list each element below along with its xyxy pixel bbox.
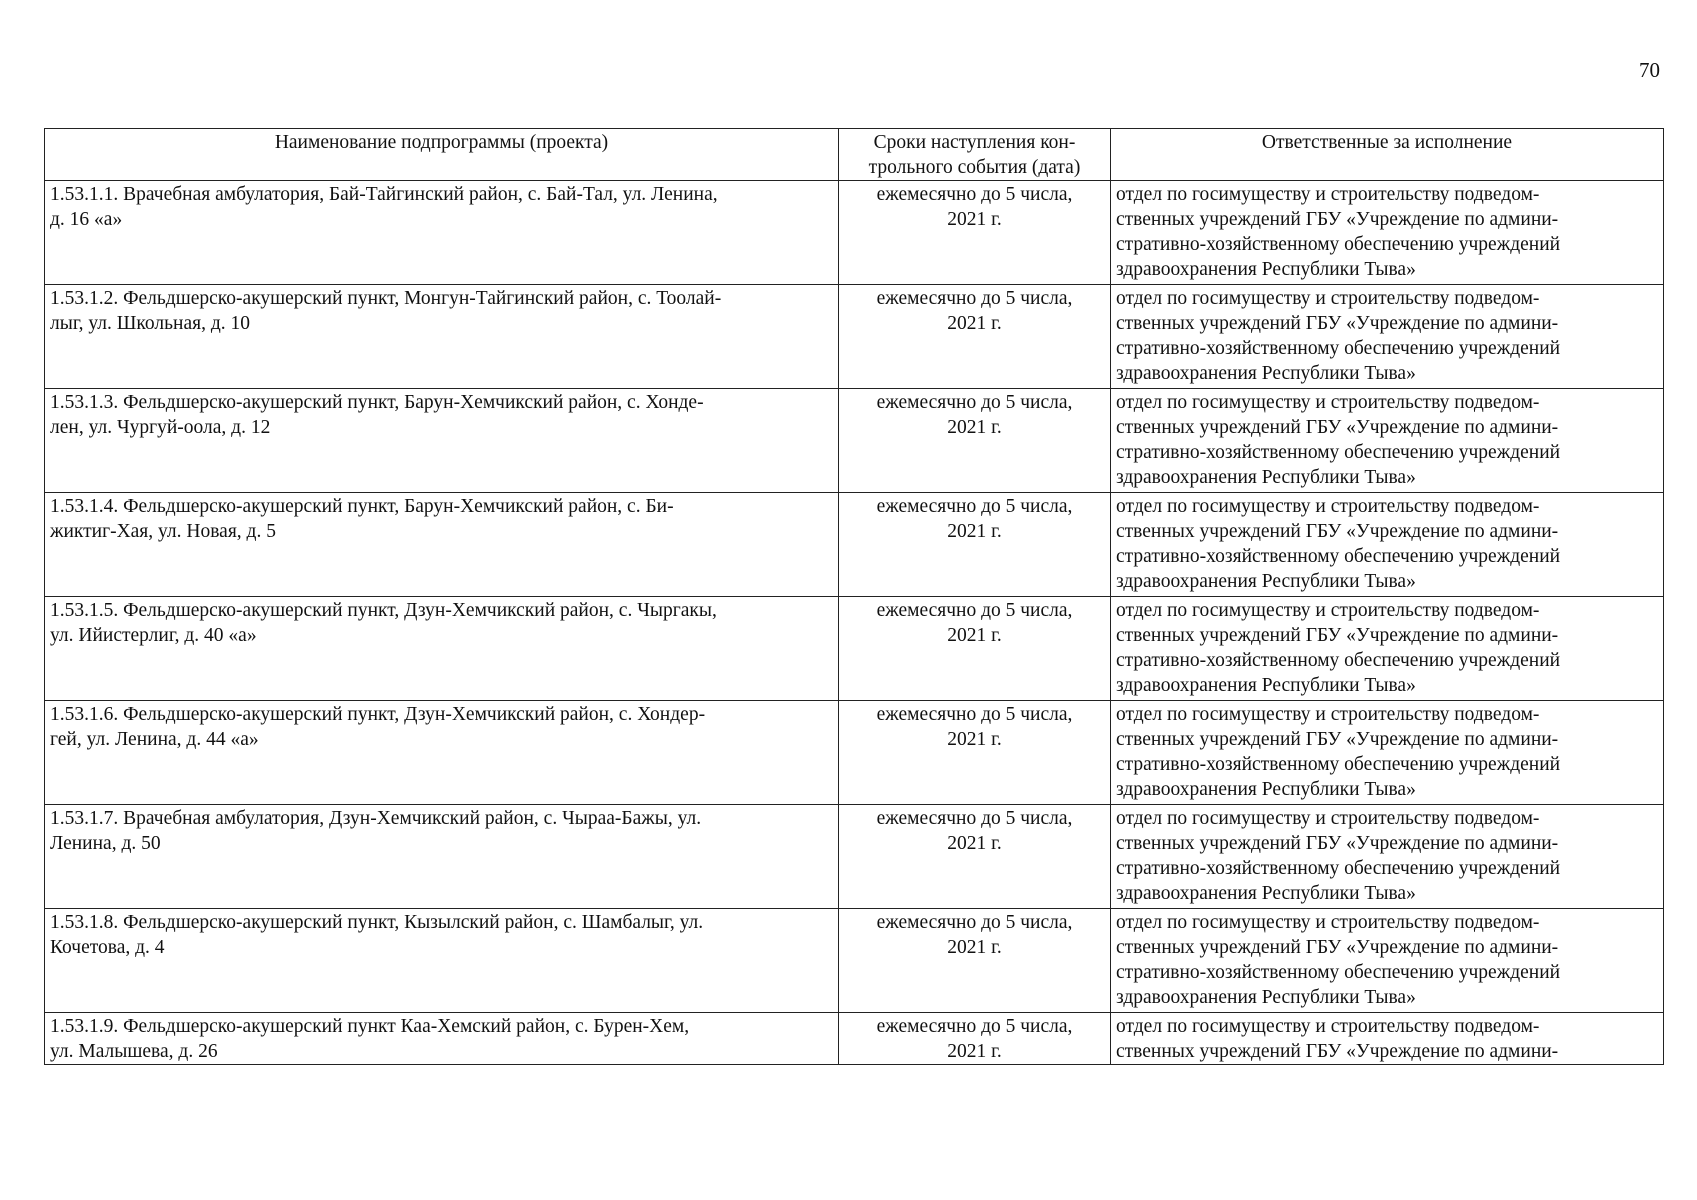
deadline-line: ежемесячно до 5 числа, <box>876 392 1073 413</box>
subprogram-name-line: 1.53.1.5. Фельдшерско-акушерский пункт, Дзун-Хемчикский район, с. Чыргакы, <box>50 600 717 621</box>
subprogram-name-line: 1.53.1.1. Врачебная амбулатория, Бай-Тайгинский район, с. Бай-Тал, ул. Ленина, <box>50 184 718 205</box>
responsible-line: отдел по госимуществу и строительству подведом- <box>1116 288 1540 309</box>
subprogram-name-cell <box>45 597 839 701</box>
responsible-line: стративно-хозяйственному обеспечению учреждений <box>1116 338 1561 359</box>
subprogram-name-cell <box>45 493 839 597</box>
subprogram-name-line: ул. Малышева, д. 26 <box>50 1041 218 1062</box>
deadline-line: 2021 г. <box>947 521 1002 542</box>
deadline-line: 2021 г. <box>947 625 1002 646</box>
subprogram-name-line: лыг, ул. Школьная, д. 10 <box>50 313 251 334</box>
subprogram-name-line: д. 16 «а» <box>50 209 123 230</box>
deadline-line: 2021 г. <box>947 729 1002 750</box>
table-row <box>45 285 1664 389</box>
responsible-line: ственных учреждений ГБУ «Учреждение по админи- <box>1116 833 1559 854</box>
responsible-line: отдел по госимуществу и строительству подведом- <box>1116 1016 1540 1037</box>
responsible-line: стративно-хозяйственному обеспечению учреждений <box>1116 234 1561 255</box>
responsible-line: отдел по госимуществу и строительству подведом- <box>1116 808 1540 829</box>
responsible-line: ственных учреждений ГБУ «Учреждение по админи- <box>1116 625 1559 646</box>
responsible-line: здравоохранения Республики Тыва» <box>1116 883 1416 904</box>
subprogram-name-cell <box>45 909 839 1013</box>
subprogram-name-line: 1.53.1.7. Врачебная амбулатория, Дзун-Хемчикский район, с. Чыраа-Бажы, ул. <box>50 808 702 829</box>
subprogram-name-cell <box>45 389 839 493</box>
header-date-line: Сроки наступления кон- <box>873 132 1076 153</box>
deadline-cell <box>839 493 1111 597</box>
deadline-line: ежемесячно до 5 числа, <box>876 912 1073 933</box>
responsible-line: ственных учреждений ГБУ «Учреждение по админи- <box>1116 209 1559 230</box>
responsible-line: отдел по госимуществу и строительству подведом- <box>1116 496 1540 517</box>
header-responsible: Ответственные за исполнение <box>1111 129 1664 181</box>
header-date-line: трольного события (дата) <box>868 157 1081 178</box>
subprogram-name-cell <box>45 181 839 285</box>
responsible-line: стративно-хозяйственному обеспечению учреждений <box>1116 546 1561 567</box>
table-row <box>45 181 1664 285</box>
responsible-line: отдел по госимуществу и строительству подведом- <box>1116 912 1540 933</box>
table-row <box>45 909 1664 1013</box>
deadline-line: 2021 г. <box>947 417 1002 438</box>
deadline-line: 2021 г. <box>947 937 1002 958</box>
responsible-cell <box>1111 285 1664 389</box>
responsible-line: отдел по госимуществу и строительству подведом- <box>1116 184 1540 205</box>
responsible-line: отдел по госимуществу и строительству подведом- <box>1116 392 1540 413</box>
subprogram-name-line: 1.53.1.4. Фельдшерско-акушерский пункт, Барун-Хемчикский район, с. Би- <box>50 496 674 517</box>
subprogram-name-line: гей, ул. Ленина, д. 44 «а» <box>50 729 259 750</box>
subprogram-name-cell <box>45 805 839 909</box>
responsible-line: стративно-хозяйственному обеспечению учреждений <box>1116 442 1561 463</box>
subprogram-name-line: ул. Ийистерлиг, д. 40 «а» <box>50 625 257 646</box>
table-row <box>45 493 1664 597</box>
deadline-line: ежемесячно до 5 числа, <box>876 808 1073 829</box>
deadline-line: ежемесячно до 5 числа, <box>876 704 1073 725</box>
subprogram-name-line: Ленина, д. 50 <box>50 833 161 854</box>
table-row <box>45 389 1664 493</box>
deadline-line: 2021 г. <box>947 833 1002 854</box>
deadline-cell <box>839 701 1111 805</box>
subprogram-name-line: 1.53.1.2. Фельдшерско-акушерский пункт, Монгун-Тайгинский район, с. Тоолай- <box>50 288 722 309</box>
deadline-cell <box>839 805 1111 909</box>
responsible-line: отдел по госимуществу и строительству подведом- <box>1116 600 1540 621</box>
responsible-line: здравоохранения Республики Тыва» <box>1116 571 1416 592</box>
deadline-line: 2021 г. <box>947 1041 1002 1062</box>
subprogram-name-line: жиктиг-Хая, ул. Новая, д. 5 <box>50 521 276 542</box>
subprogram-name-line: 1.53.1.9. Фельдшерско-акушерский пункт Каа-Хемский район, с. Бурен-Хем, <box>50 1016 690 1037</box>
subprogram-name-line: Кочетова, д. 4 <box>50 937 165 958</box>
subprogram-name-line: лен, ул. Чургуй-оола, д. 12 <box>50 417 271 438</box>
responsible-line: отдел по госимуществу и строительству подведом- <box>1116 704 1540 725</box>
responsible-line: ственных учреждений ГБУ «Учреждение по админи- <box>1116 521 1559 542</box>
responsible-cell <box>1111 701 1664 805</box>
deadline-cell <box>839 181 1111 285</box>
deadline-cell <box>839 597 1111 701</box>
deadline-line: ежемесячно до 5 числа, <box>876 600 1073 621</box>
subprogram-name-line: 1.53.1.3. Фельдшерско-акушерский пункт, Барун-Хемчикский район, с. Хонде- <box>50 392 704 413</box>
responsible-line: стративно-хозяйственному обеспечению учреждений <box>1116 962 1561 983</box>
responsible-cell <box>1111 805 1664 909</box>
deadline-cell <box>839 285 1111 389</box>
responsible-line: здравоохранения Республики Тыва» <box>1116 259 1416 280</box>
deadline-line: 2021 г. <box>947 313 1002 334</box>
responsible-line: ственных учреждений ГБУ «Учреждение по админи- <box>1116 937 1559 958</box>
responsible-line: ственных учреждений ГБУ «Учреждение по админи- <box>1116 729 1559 750</box>
header-name: Наименование подпрограммы (проекта) <box>45 129 839 181</box>
responsible-line: ственных учреждений ГБУ «Учреждение по админи- <box>1116 417 1559 438</box>
subprogram-name-cell <box>45 701 839 805</box>
deadline-line: ежемесячно до 5 числа, <box>876 288 1073 309</box>
deadline-line: ежемесячно до 5 числа, <box>876 1016 1073 1037</box>
table-row <box>45 805 1664 909</box>
deadline-line: 2021 г. <box>947 209 1002 230</box>
responsible-cell <box>1111 1013 1664 1065</box>
responsible-cell <box>1111 909 1664 1013</box>
responsible-line: здравоохранения Республики Тыва» <box>1116 779 1416 800</box>
page-number: 70 <box>1639 58 1660 82</box>
subprogram-name-cell <box>45 1013 839 1065</box>
responsible-line: ственных учреждений ГБУ «Учреждение по админи- <box>1116 1041 1559 1062</box>
responsible-cell <box>1111 389 1664 493</box>
responsible-line: ственных учреждений ГБУ «Учреждение по админи- <box>1116 313 1559 334</box>
responsible-cell <box>1111 181 1664 285</box>
subprogram-name-cell <box>45 285 839 389</box>
responsible-line: стративно-хозяйственному обеспечению учреждений <box>1116 858 1561 879</box>
subprogram-name-line: 1.53.1.8. Фельдшерско-акушерский пункт, Кызылский район, с. Шамбалыг, ул. <box>50 912 704 933</box>
table-body <box>45 181 1664 1065</box>
responsible-cell <box>1111 597 1664 701</box>
responsible-cell <box>1111 493 1664 597</box>
deadline-cell <box>839 909 1111 1013</box>
table-row <box>45 701 1664 805</box>
table-row <box>45 597 1664 701</box>
responsible-line: здравоохранения Республики Тыва» <box>1116 675 1416 696</box>
responsible-line: здравоохранения Республики Тыва» <box>1116 467 1416 488</box>
deadline-line: ежемесячно до 5 числа, <box>876 496 1073 517</box>
deadline-line: ежемесячно до 5 числа, <box>876 184 1073 205</box>
responsible-line: стративно-хозяйственному обеспечению учреждений <box>1116 754 1561 775</box>
header-row <box>45 129 1664 181</box>
table-header <box>45 129 1664 181</box>
table-row <box>45 1013 1664 1065</box>
responsible-line: здравоохранения Республики Тыва» <box>1116 363 1416 384</box>
subprogram-name-line: 1.53.1.6. Фельдшерско-акушерский пункт, Дзун-Хемчикский район, с. Хондер- <box>50 704 706 725</box>
deadline-cell <box>839 389 1111 493</box>
deadline-cell <box>839 1013 1111 1065</box>
responsible-line: стративно-хозяйственному обеспечению учреждений <box>1116 650 1561 671</box>
responsible-line: здравоохранения Республики Тыва» <box>1116 987 1416 1008</box>
header-date <box>839 129 1111 181</box>
events-table <box>44 128 1664 1065</box>
